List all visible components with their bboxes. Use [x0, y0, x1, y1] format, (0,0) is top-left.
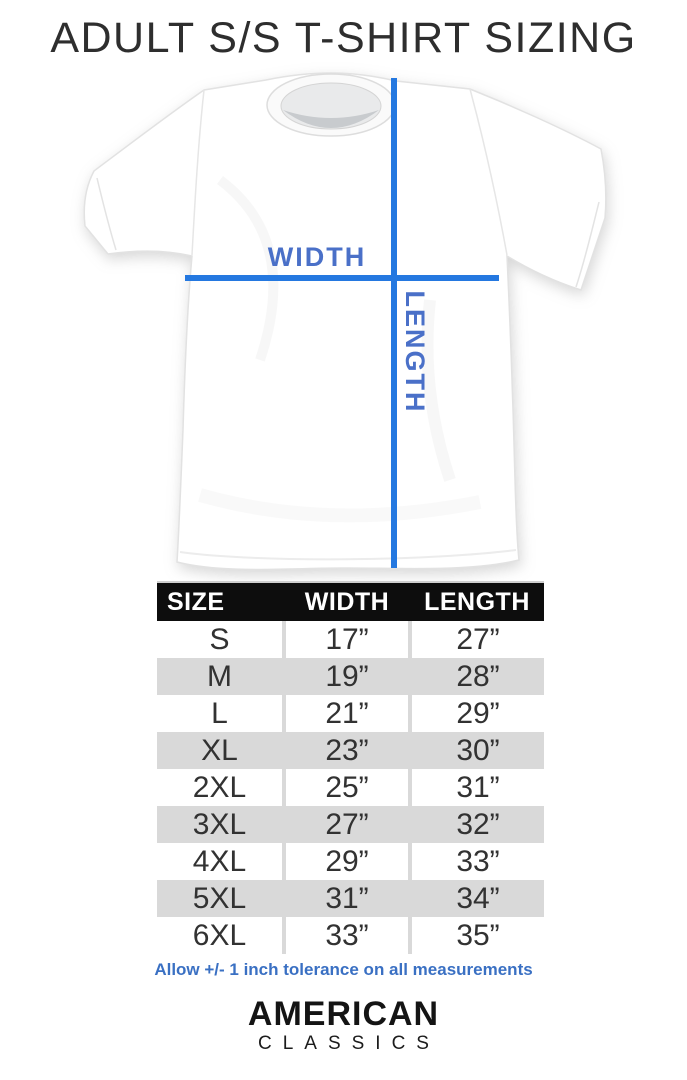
length-cell: 28”	[410, 658, 544, 695]
width-cell: 27”	[284, 806, 410, 843]
table-row	[157, 732, 544, 769]
tshirt-illustration	[0, 60, 687, 581]
page-title: ADULT S/S T-SHIRT SIZING	[50, 14, 637, 62]
brand-name: AMERICAN	[247, 995, 440, 1033]
table-row	[157, 621, 544, 658]
tolerance-note: Allow +/- 1 inch tolerance on all measurements	[154, 960, 533, 979]
width-line	[185, 275, 499, 281]
length-label: LENGTH	[400, 290, 430, 414]
width-cell: 29”	[284, 843, 410, 880]
table-row	[157, 658, 544, 695]
length-cell: 32”	[410, 806, 544, 843]
table-row	[157, 769, 544, 806]
size-chart-table	[157, 581, 544, 954]
size-cell: 5XL	[192, 881, 247, 915]
size-chart-header	[157, 582, 544, 621]
width-cell: 23”	[284, 732, 410, 769]
size-cell: 4XL	[192, 844, 247, 878]
size-cell: 2XL	[192, 770, 247, 804]
length-cell: 30”	[410, 732, 544, 769]
column-header-width: WIDTH	[284, 582, 410, 621]
table-row	[157, 843, 544, 880]
length-cell: 34”	[410, 880, 544, 917]
width-cell: 33”	[284, 917, 410, 954]
table-row	[157, 695, 544, 732]
length-cell: 33”	[410, 843, 544, 880]
length-cell: 29”	[410, 695, 544, 732]
column-header-size: SIZE	[157, 582, 284, 621]
brand-subname: CLASSICS	[258, 1033, 440, 1054]
width-cell: 17”	[284, 621, 410, 658]
width-label: WIDTH	[267, 242, 367, 272]
length-cell: 31”	[410, 769, 544, 806]
size-cell: 6XL	[192, 918, 247, 952]
table-row	[157, 806, 544, 843]
size-table-body	[157, 621, 544, 954]
size-cell: L	[211, 696, 228, 730]
length-cell: 35”	[410, 917, 544, 954]
width-cell: 31”	[284, 880, 410, 917]
width-cell: 21”	[284, 695, 410, 732]
length-line	[391, 78, 397, 568]
length-cell: 27”	[410, 621, 544, 658]
size-cell: M	[207, 659, 232, 693]
brand-logo	[0, 996, 687, 1056]
size-cell: XL	[201, 733, 238, 767]
size-cell: S	[209, 622, 230, 656]
tshirt-shape	[84, 73, 605, 570]
width-cell: 19”	[284, 658, 410, 695]
column-header-length: LENGTH	[410, 582, 544, 621]
table-row	[157, 880, 544, 917]
width-cell: 25”	[284, 769, 410, 806]
table-row	[157, 917, 544, 954]
size-cell: 3XL	[192, 807, 247, 841]
tshirt-measurement-figure	[0, 60, 687, 581]
